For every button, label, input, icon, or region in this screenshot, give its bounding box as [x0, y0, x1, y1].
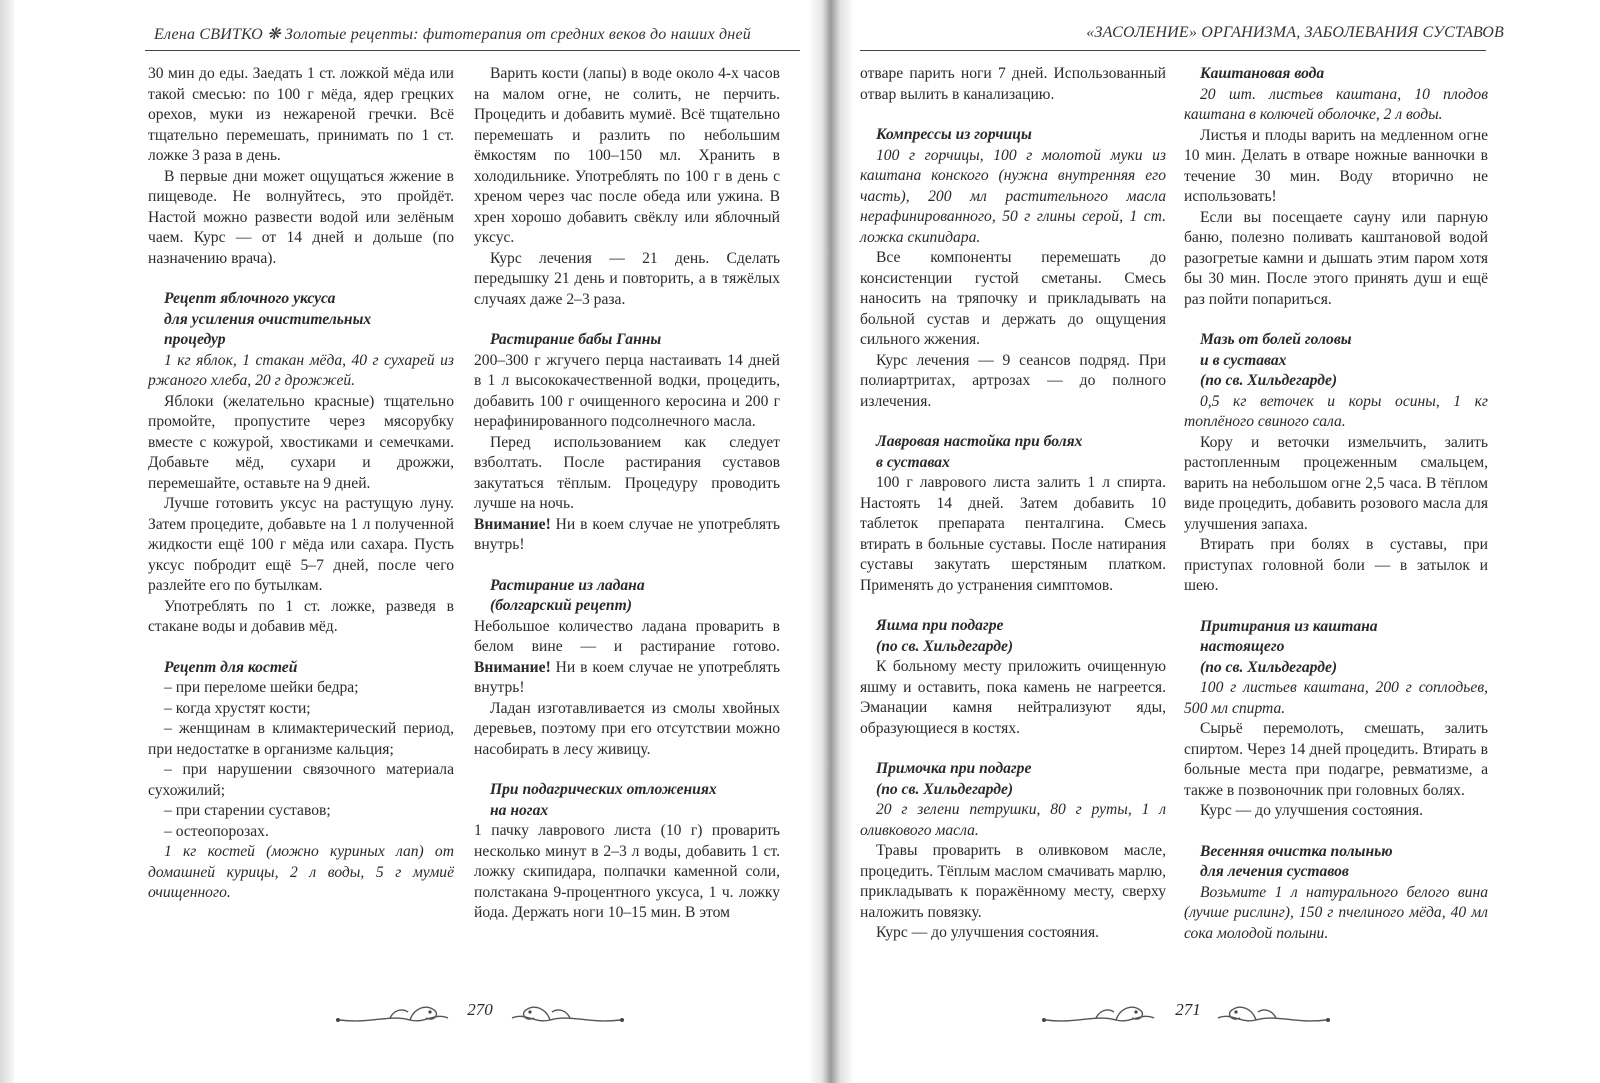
paragraph: Все компоненты перемешать до консистенции густой сметаны. Смесь наносить на тряпочку и прикладывать на больной сустав и держать до ощущения сильного жжения.: [860, 249, 1166, 348]
paragraph: 100 г лаврового листа залить 1 л спирта. Настоять 14 дней. Затем добавить 10 таблеток препарата пенталгина. Смесь втирать в больные суставы. После натирания суставы закутать шерстяным платком. Применять до устранения симптомов.: [860, 474, 1166, 594]
ingredients: 20 шт. листьев каштана, 10 плодов каштана в колючей оболочке, 2 л воды.: [1184, 85, 1488, 123]
page-footer: [1036, 994, 1336, 1034]
book-gutter: [808, 0, 854, 1083]
running-header: Елена СВИТКО ❋ Золотые рецепты: фитотерапия от средних веков до наших дней: [154, 26, 751, 43]
paragraph: Курс лечения — 21 день. Сделать передышку 21 день и повторить, а в тяжёлых случаях даже 2–3 раза.: [474, 249, 780, 308]
paragraph: Курс лечения — 9 сеансов подряд. При полиартритах, артрозах — до полного излечения.: [860, 351, 1166, 410]
paragraph: Перед использованием как следует взболтать. После растирания суставов закутаться тёплым. Процедуру проводить лучше на ночь.: [474, 433, 780, 512]
list-item: – когда хрустят кости;: [164, 699, 311, 717]
right-column-1: [860, 64, 1166, 944]
paragraph: отваре парить ноги 7 дней. Использованный отвар вылить в канализацию.: [860, 65, 1166, 103]
recipe-heading: При подагрических отложениях на ногах: [490, 781, 717, 819]
ingredients: 20 г зелени петрушки, 80 г руты, 1 л оливкового масла.: [860, 801, 1166, 839]
ingredients: 100 г листьев каштана, 200 г соплодьев, 500 мл спирта.: [1184, 679, 1488, 717]
ingredients: 100 г горчицы, 100 г молотой муки из каштана конского (нужна внутренняя его часть), 200 мл растительного масла нерафинированного, 50 г глины серой, 1 ст. ложка скипидара.: [860, 146, 1166, 246]
list-item: – остеопорозах.: [164, 822, 269, 840]
right-page: [856, 0, 1600, 1083]
paragraph: Варить кости (лапы) в воде около 4-х часов на малом огне, не солить, не перчить. Процедить и добавить мумиё. Всё тщательно перемешать и разлить по небольшим ёмкостям по 100–150 мл. Хранить в холодильнике. Употреблять по 100 г в день с хреном через час после обеда или ужина. В хрен хорошо добавить свёклу или яблочный уксус.: [474, 65, 780, 246]
recipe-heading: Мазь от болей головы и в суставах (по св. Хильдегарде): [1200, 331, 1352, 389]
paragraph: 200–300 г жгучего перца настаивать 14 дней в 1 л высококачественной водки, процедить, добавить 100 г очищенного керосина и 200 г нерафинированного подсолнечного масла.: [474, 351, 780, 430]
header-rule: [860, 50, 1486, 51]
page-number: 271: [1175, 1000, 1201, 1019]
list-item: – при старении суставов;: [164, 802, 331, 819]
page-number: 270: [467, 1000, 493, 1019]
left-column-1: [148, 64, 454, 904]
recipe-heading: Растирание из ладана (болгарский рецепт): [490, 576, 645, 614]
paragraph: Листья и плоды варить на медленном огне 10 мин. Делать в отваре ножные ванночки в течение 30 мин. Воду вторично не использовать!: [1184, 126, 1488, 205]
paragraph: Курс — до улучшения состояния.: [876, 924, 1100, 941]
paragraph: Небольшое количество ладана проварить в белом вине — и растирание готово. Внимание! Ни в коем случае не употреблять внутрь!: [474, 617, 780, 696]
recipe-heading: Лавровая настойка при болях в суставах: [876, 433, 1083, 471]
recipe-heading: Компрессы из горчицы: [876, 126, 1032, 143]
paragraph: Кору и веточки измельчить, залить растопленным процеженным смальцем, варить на небольшом огне 2,5 часа. В тёплом виде процедить, добавить розового масла для улучшения запаха.: [1184, 433, 1488, 533]
right-column-2: [1184, 64, 1488, 944]
paragraph: В первые дни может ощущаться жжение в пищеводе. Не волнуйтесь, это пройдёт. Настой можно развести водой или зелёным чаем. Курс — от 14 дней и дольше (по назначению врача).: [148, 167, 454, 267]
recipe-heading: Примочка при подагре (по св. Хильдегарде): [876, 760, 1032, 798]
warning-paragraph: Внимание! Ни в коем случае не употреблять внутрь!: [474, 515, 780, 553]
paragraph: Лучше готовить уксус на растущую луну. Затем процедите, добавьте на 1 л полученной жидкости ещё 100 г мёда или сахара. Пусть уксус побродит ещё 5–7 дней, после чего разлейте его по бутылкам.: [148, 495, 454, 594]
paragraph: Сырьё перемолоть, смешать, залить спиртом. Через 14 дней процедить. Втирать в больные места при подагре, ревматизме, а также в позвоночник при головных болях.: [1184, 720, 1488, 799]
list-item: – при переломе шейки бедра;: [164, 679, 359, 696]
paragraph: Ладан изготавливается из смолы хвойных деревьев, поэтому при его отсутствии можно насобирать в лесу живицу.: [474, 699, 780, 758]
page-edge-shadow: [0, 0, 14, 1083]
paragraph: Употреблять по 1 ст. ложке, разведя в стакане воды и добавив мёд.: [148, 597, 454, 635]
paragraph: Курс — до улучшения состояния.: [1200, 802, 1424, 819]
header-rule: [145, 50, 800, 51]
paragraph: 1 пачку лаврового листа (10 г) проварить несколько минут в 2–3 л воды, добавить 1 ст. ложку скипидара, полпачки каменной соли, полстакана 9-процентного уксуса, 1 ч. ложку йода. Держать ноги 10–15 мин. В этом: [474, 822, 780, 921]
paragraph: К больному месту приложить очищенную яшму и оставить, пока камень не нагреется. Эманации камня нейтрализуют яды, образующиеся в костях.: [860, 658, 1166, 737]
recipe-heading: Каштановая вода: [1200, 65, 1325, 82]
paragraph: Травы проварить в оливковом масле, процедить. Тёплым маслом смачивать марлю, прикладывать к поражённому месту, сверху наложить повязку.: [860, 842, 1166, 921]
list-item: – женщинам в климактерический период, при недостатке в организме кальция;: [148, 720, 454, 758]
ingredients: 1 кг костей (можно куриных лап) от домашней курицы, 2 л воды, 5 г мумиё очищенного.: [148, 843, 454, 901]
recipe-heading: Рецепт яблочного уксуса для усиления очистительных процедур: [164, 290, 372, 348]
running-header: «ЗАСОЛЕНИЕ» ОРГАНИЗМА, ЗАБОЛЕВАНИЯ СУСТАВОВ: [1086, 24, 1504, 41]
left-page: [20, 0, 806, 1083]
recipe-heading: Притирания из каштана настоящего (по св. Хильдегарде): [1200, 617, 1378, 676]
ingredients: 0,5 кг веточек и коры осины, 1 кг топлёного свиного сала.: [1184, 392, 1488, 430]
left-column-2: [474, 64, 780, 924]
recipe-heading: Весенняя очистка полынью для лечения суставов: [1200, 842, 1393, 880]
paragraph: Яблоки (желательно красные) тщательно промойте, пропустите через мясорубку вместе с кожурой, хвостиками и семечками. Добавьте мёд, сухари и дрожжи, перемешайте, оставьте на 9 дней.: [148, 392, 454, 492]
list-item: – при нарушении связочного материала сухожилий;: [148, 761, 454, 799]
paragraph: Если вы посещаете сауну или парную баню, полезно поливать каштановой водой разогретые камни и дышать этим паром хотя бы 30 мин. После этого принять душ и ещё раз пойти попариться.: [1184, 208, 1488, 308]
page-footer: [330, 994, 630, 1034]
ingredients: Возьмите 1 л натурального белого вина (лучше рислинг), 150 г пчелиного мёда, 40 мл сока молодой полыни.: [1184, 883, 1488, 942]
recipe-heading: Рецепт для костей: [164, 658, 298, 676]
paragraph: 30 мин до еды. Заедать 1 ст. ложкой мёда или такой смесью: по 100 г мёда, ядер грецких орехов, муки из нежареной гречки. Всё тщательно перемешать, принимать по 1 ст. ложке 3 раза в день.: [148, 65, 454, 164]
ingredients: 1 кг яблок, 1 стакан мёда, 40 г сухарей из ржаного хлеба, 20 г дрожжей.: [148, 351, 454, 389]
recipe-heading: Яшма при подагре (по св. Хильдегарде): [876, 617, 1014, 655]
paragraph: Втирать при болях в суставы, при приступах головной боли — в затылок и шею.: [1184, 536, 1488, 594]
recipe-heading: Растирание бабы Ганны: [490, 331, 662, 348]
